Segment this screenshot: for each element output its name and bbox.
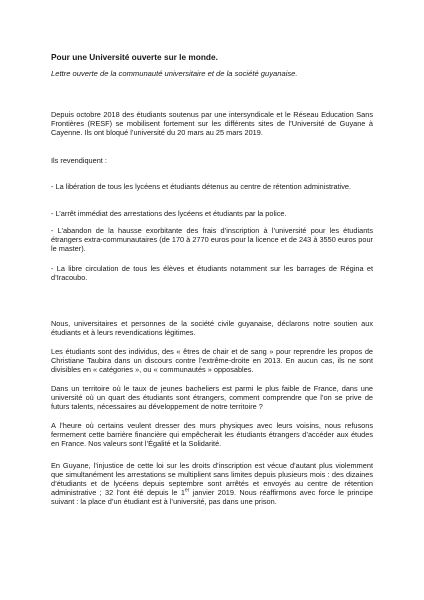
demand-item-fees: - L’abandon de la hausse exorbitante des frais d’inscription à l’université pour les étudiants étrangers extra-communautaires (de 170 à 2770 euros pour la licence et de 243 à 3550 euros pour le master). (51, 226, 373, 254)
letter-subtitle: Lettre ouverte de la communauté universitaire et de la société guyanaise. (51, 69, 298, 78)
paragraph-territory: Dans un territoire où le taux de jeunes bacheliers est parmi le plus faible de France, dans une université où un quart des étudiants sont étrangers, comment comprendre que l’on se prive de futurs talents, nécessaires au développement de notre territoire ? (51, 384, 373, 412)
paragraph-support: Nous, universitaires et personnes de la société civile guyanaise, déclarons notre soutien aux étudiants et à leurs revendications légitimes. (51, 319, 373, 338)
letter-title: Pour une Université ouverte sur le monde. (51, 52, 218, 62)
demand-item-circulation: - La libre circulation de tous les élèves et étudiants notamment sur les barrages de Régina et d’Iracoubo. (51, 264, 373, 283)
paragraph-demands-intro: Ils revendiquent : (51, 156, 107, 165)
paragraph-guyane-superscript: er (184, 487, 190, 494)
paragraph-values: A l’heure où certains veulent dresser des murs physiques avec leurs voisins, nous refusons fermement cette barrière financière qui empêcherait les étudiants étrangers d’accéder aux études en France. Nos valeurs sont l’Égalité et la Solidarité. (51, 421, 373, 449)
demand-item-arrests: - L’arrêt immédiat des arrestations des lycéens et étudiants par la police. (51, 209, 287, 218)
paragraph-guyane-part1: En Guyane, l’injustice de cette loi sur les droits d’inscription est vécue d’autant plus violemment que simultanément les arrestations se multiplient sans limites depuis plusieurs mois : des dizaines d’étudiants et de lycéens depuis septembre sont arrêtés et envoyés au centre de rétention administrative ; 32 l’ont été depuis le 1 (51, 461, 373, 498)
paragraph-individuals: Les étudiants sont des individus, des « êtres de chair et de sang » pour reprendre les propos de Christiane Taubira dans un discours contre l’extrême-droite en 2013. En aucun cas, ils ne sont divisibles en « catégories », ou « communautés » opposables. (51, 347, 373, 375)
paragraph-context: Depuis octobre 2018 des étudiants soutenus par une intersyndicale et le Réseau Education Sans Frontières (RESF) se mobilisent fortement sur les différents sites de l’Université de Guyane à Cayenne. Ils ont bloqué l’université du 20 mars au 25 mars 2019. (51, 110, 373, 138)
demand-item-liberation: - La libération de tous les lycéens et étudiants détenus au centre de rétention administrative. (51, 182, 352, 191)
paragraph-guyane (51, 461, 373, 506)
paragraph-guyane-part2: janvier 2019. Nous réaffirmons avec force le principe suivant : la place d’un étudiant est à l’université, pas dans une prison. (51, 488, 373, 507)
